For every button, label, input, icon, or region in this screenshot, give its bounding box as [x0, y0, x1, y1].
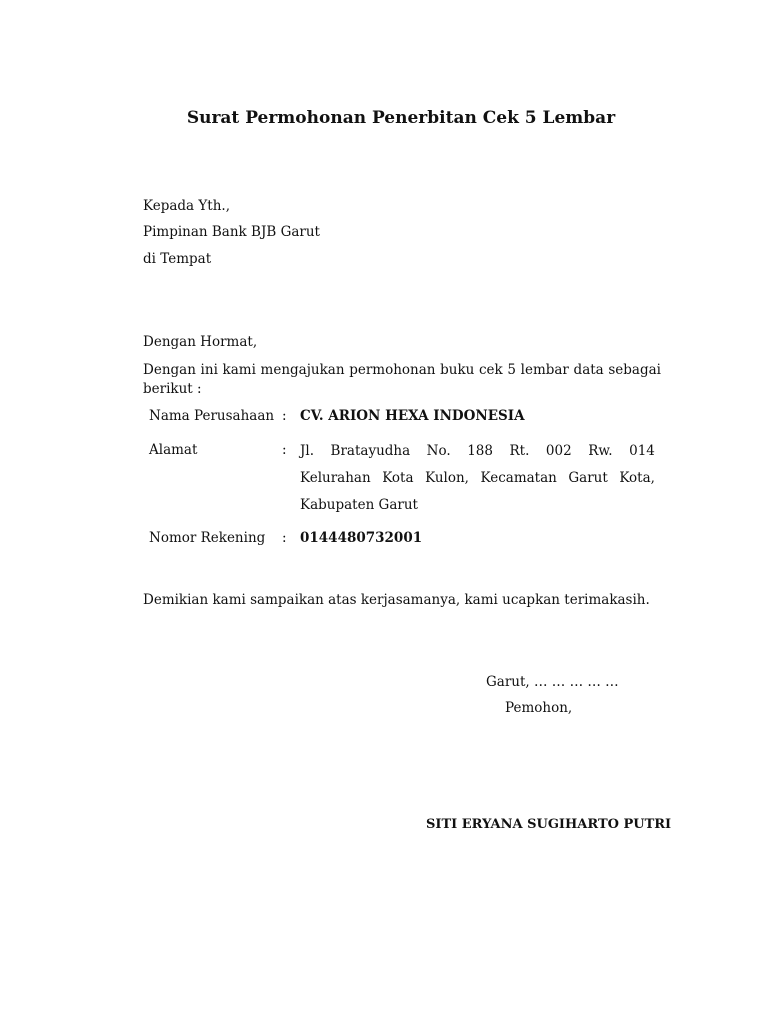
address-word: No.	[426, 443, 451, 459]
address-word: Garut	[568, 470, 608, 486]
recipient-line-3: di Tempat	[143, 251, 212, 267]
address-word: Bratayudha	[330, 443, 411, 459]
company-value: CV. ARION HEXA INDONESIA	[300, 408, 525, 424]
signature-place-date: Garut, … … … … …	[486, 674, 619, 690]
address-value	[300, 442, 655, 523]
address-line-3: Kabupaten Garut	[300, 497, 418, 513]
address-word: Kota,	[619, 470, 655, 486]
closing-paragraph: Demikian kami sampaikan atas kerjasamanya, kami ucapkan terimakasih.	[143, 592, 650, 608]
recipient-line-2: Pimpinan Bank BJB Garut	[143, 224, 320, 240]
address-word: Rt.	[509, 443, 530, 459]
address-word: 188	[467, 443, 493, 459]
address-word: Jl.	[300, 443, 315, 459]
address-word: Kecamatan	[480, 470, 557, 486]
address-word: Rw.	[588, 443, 613, 459]
account-label: Nomor Rekening	[149, 530, 266, 546]
company-label: Nama Perusahaan	[149, 408, 275, 424]
address-word: 014	[629, 443, 655, 459]
account-colon: :	[282, 530, 287, 546]
signature-role: Pemohon,	[505, 700, 573, 716]
address-label: Alamat	[149, 442, 198, 458]
letter-title: Surat Permohonan Penerbitan Cek 5 Lembar	[186, 108, 616, 128]
greeting: Dengan Hormat,	[143, 334, 258, 350]
recipient-line-1: Kepada Yth.,	[143, 198, 230, 214]
address-word: Kota	[382, 470, 414, 486]
signature-name: SITI ERYANA SUGIHARTO PUTRI	[426, 817, 672, 832]
address-word: Kelurahan	[300, 470, 371, 486]
account-value: 0144480732001	[300, 530, 423, 546]
company-colon: :	[282, 408, 287, 424]
address-line-2	[300, 469, 655, 496]
address-colon: :	[282, 442, 287, 458]
address-line-1	[300, 442, 655, 469]
address-word: 002	[545, 443, 572, 459]
intro-paragraph: Dengan ini kami mengajukan permohonan buku cek 5 lembar data sebagai berikut :	[143, 362, 661, 397]
address-word: Kulon,	[425, 470, 469, 486]
